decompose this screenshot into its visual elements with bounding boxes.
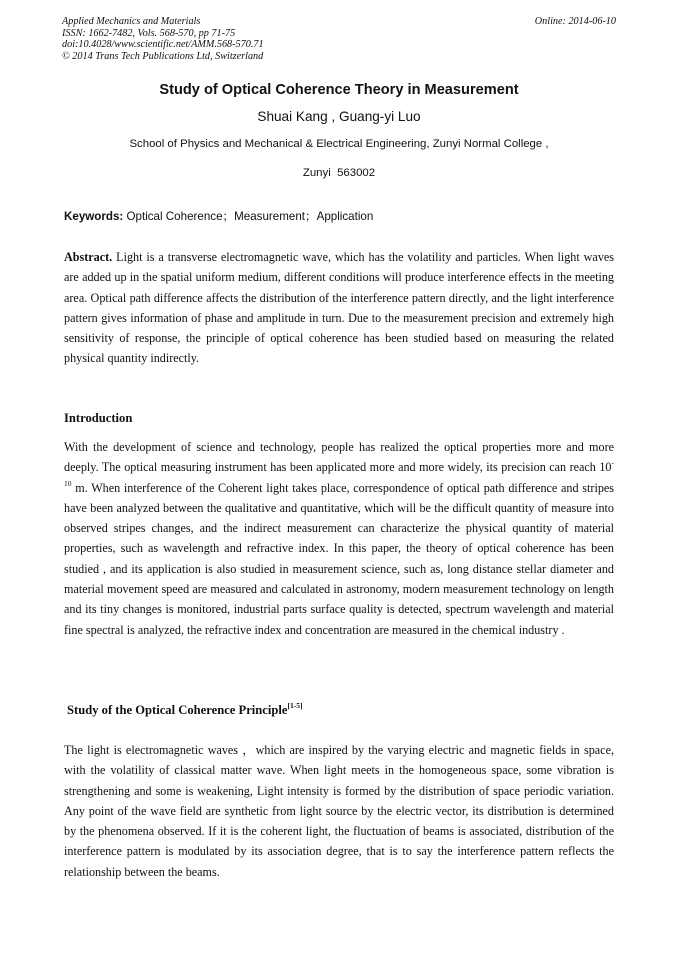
journal-header <box>62 16 264 62</box>
abstract-text: Light is a transverse electromagnetic wave, which has the volatility and particles. When light waves are added up in the spatial uniform medium, different conditions will produce interference effects in the meeting area. Optical path difference affects the distribution of the interference pattern directly, and the light interference pattern gives information of phase and amplitude in turn. Due to the measurement precision and extremely high sensitivity of response, the principle of optical coherence has been studied based on measuring the related physical quantity indirectly. <box>64 250 614 366</box>
principle-heading-text: Study of the Optical Coherence Principle <box>67 703 288 717</box>
precision-exponent: -10 <box>64 458 614 488</box>
affiliation-city: Zunyi 563002 <box>302 167 376 179</box>
affiliation: School of Physics and Mechanical & Electrical Engineering, Zunyi Normal College , <box>129 138 549 150</box>
introduction-body <box>64 437 614 640</box>
paper-title: Study of Optical Coherence Theory in Measurement <box>159 82 519 98</box>
abstract <box>64 247 614 369</box>
principle-heading <box>67 700 303 718</box>
issn-line: ISSN: 1662-7482, Vols. 568-570, pp 71-75 <box>62 27 236 39</box>
doi-line: doi:10.4028/www.scientific.net/AMM.568-570.71 <box>62 39 264 50</box>
keywords <box>64 208 373 224</box>
copyright-line: © 2014 Trans Tech Publications Ltd, Switzerland <box>62 50 264 62</box>
abstract-label: Abstract. <box>64 250 113 264</box>
journal-name: Applied Mechanics and Materials <box>62 16 201 27</box>
paper-authors: Shuai Kang , Guang-yi Luo <box>257 109 421 124</box>
principle-body: The light is electromagnetic waves ，which are inspired by the varying electric and magnetic fields in space, with the volatility of classical matter wave. When light meets in the homogeneous space, some vibration is strengthening and some is weakening, Light intensity is formed by the distribution of space periodic variation. Any point of the wave field are synthetic from light source by the electric vector, its distribution is determined by the phenomena observed. If it is the coherent light, the fluctuation of beams is associated, distribution of the interference pattern is modulated by its association degree, that is to say the interference pattern reflects the relationship between the beams. <box>64 743 614 879</box>
introduction-heading: Introduction <box>64 411 133 425</box>
keywords-label: Keywords: <box>64 210 124 223</box>
introduction-text-part1: With the development of science and technology, people has realized the optical properties more and more deeply. The optical measuring instrument has been applicated more and more widely, its precision can reach 10 <box>64 440 614 475</box>
citation-ref: [1-5] <box>287 700 303 710</box>
introduction-text-part2: m. When interference of the Coherent light takes place, correspondence of optical path difference and stripes have been analyzed between the qualitative and quantitative, which will be the difficult quantity of measure into observed stripes changes, and the indirect measurement can characterize the physical quantity of material properties, such as wavelength and refractive index. In this paper, the theory of optical coherence has been studied , and its application is also studied in measurement science, such as, long distance stellar diameter and material movement speed are measured and calculated in astronomy, modern measurement technology on length and its tiny changes is monitored, industrial parts surface quality is detected, spectrum wavelength and material fine spectral is analyzed, the refractive index and concentration are measured in the chemical industry . <box>64 480 614 637</box>
online-date: Online: 2014-06-10 <box>534 16 616 27</box>
keywords-text: Optical Coherence；Measurement；Application <box>123 210 374 223</box>
